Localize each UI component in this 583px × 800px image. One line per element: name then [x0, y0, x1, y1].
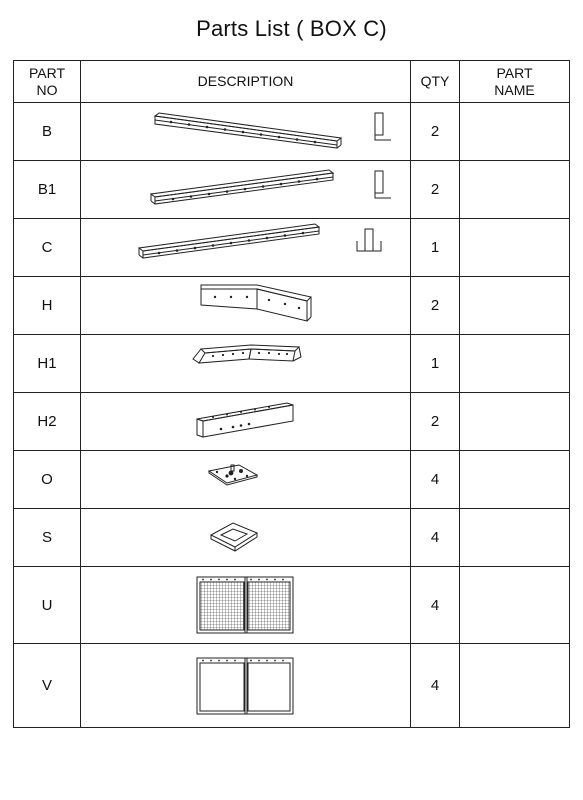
part-qty: 1 — [411, 335, 460, 393]
part-name-cell — [460, 277, 570, 335]
bent-header-icon — [81, 277, 411, 334]
part-name-cell — [460, 161, 570, 219]
table-row — [14, 161, 570, 219]
header-part-name-line1: PART — [496, 64, 533, 81]
header-part-no-line1: PART — [28, 64, 66, 81]
parts-table — [13, 60, 570, 728]
header-part-name-line2: NAME — [494, 81, 535, 98]
part-qty: 2 — [411, 161, 460, 219]
part-no: C — [14, 219, 81, 277]
table-row — [14, 451, 570, 509]
part-qty: 2 — [411, 103, 460, 161]
part-no: U — [14, 567, 81, 644]
long-rail-angle-icon — [81, 161, 411, 218]
part-no: O — [14, 451, 81, 509]
part-qty: 2 — [411, 393, 460, 451]
part-drawing — [81, 451, 411, 509]
part-name-cell — [460, 567, 570, 644]
part-drawing — [81, 644, 411, 728]
part-no: B — [14, 103, 81, 161]
part-qty: 4 — [411, 644, 460, 728]
table-row — [14, 277, 570, 335]
part-name-cell — [460, 103, 570, 161]
part-no: S — [14, 509, 81, 567]
corner-plate-icon — [81, 451, 411, 508]
part-qty: 4 — [411, 451, 460, 509]
part-name-cell — [460, 509, 570, 567]
long-rail-angle-icon — [81, 103, 411, 160]
part-name-cell — [460, 335, 570, 393]
square-cap-icon — [81, 509, 411, 566]
long-rail-channel-icon — [81, 219, 411, 276]
part-no: H1 — [14, 335, 81, 393]
part-drawing — [81, 393, 411, 451]
part-drawing — [81, 103, 411, 161]
header-qty: QTY — [411, 61, 460, 103]
part-qty: 4 — [411, 567, 460, 644]
part-name-cell — [460, 451, 570, 509]
header-description: DESCRIPTION — [81, 61, 411, 103]
part-drawing — [81, 161, 411, 219]
straight-header-icon — [81, 393, 411, 450]
table-row — [14, 219, 570, 277]
table-row — [14, 335, 570, 393]
part-drawing — [81, 277, 411, 335]
part-name-cell — [460, 219, 570, 277]
header-part-name — [460, 61, 570, 103]
table-row — [14, 393, 570, 451]
part-qty: 2 — [411, 277, 460, 335]
part-qty: 4 — [411, 509, 460, 567]
header-part-no — [14, 61, 81, 103]
page-title: Parts List ( BOX C) — [196, 16, 387, 41]
table-row — [14, 103, 570, 161]
part-no: B1 — [14, 161, 81, 219]
frame-panel-icon — [81, 644, 411, 727]
bent-header-icon — [81, 335, 411, 392]
table-header-row — [14, 61, 570, 103]
header-part-no-line2: NO — [36, 81, 58, 98]
table-row — [14, 567, 570, 644]
part-drawing — [81, 509, 411, 567]
part-drawing — [81, 219, 411, 277]
part-no: H2 — [14, 393, 81, 451]
table-row — [14, 509, 570, 567]
table-row — [14, 644, 570, 728]
part-name-cell — [460, 644, 570, 728]
part-drawing — [81, 567, 411, 644]
part-no: H — [14, 277, 81, 335]
part-qty: 1 — [411, 219, 460, 277]
mesh-panel-icon — [81, 567, 411, 643]
part-name-cell — [460, 393, 570, 451]
part-no: V — [14, 644, 81, 728]
part-drawing — [81, 335, 411, 393]
